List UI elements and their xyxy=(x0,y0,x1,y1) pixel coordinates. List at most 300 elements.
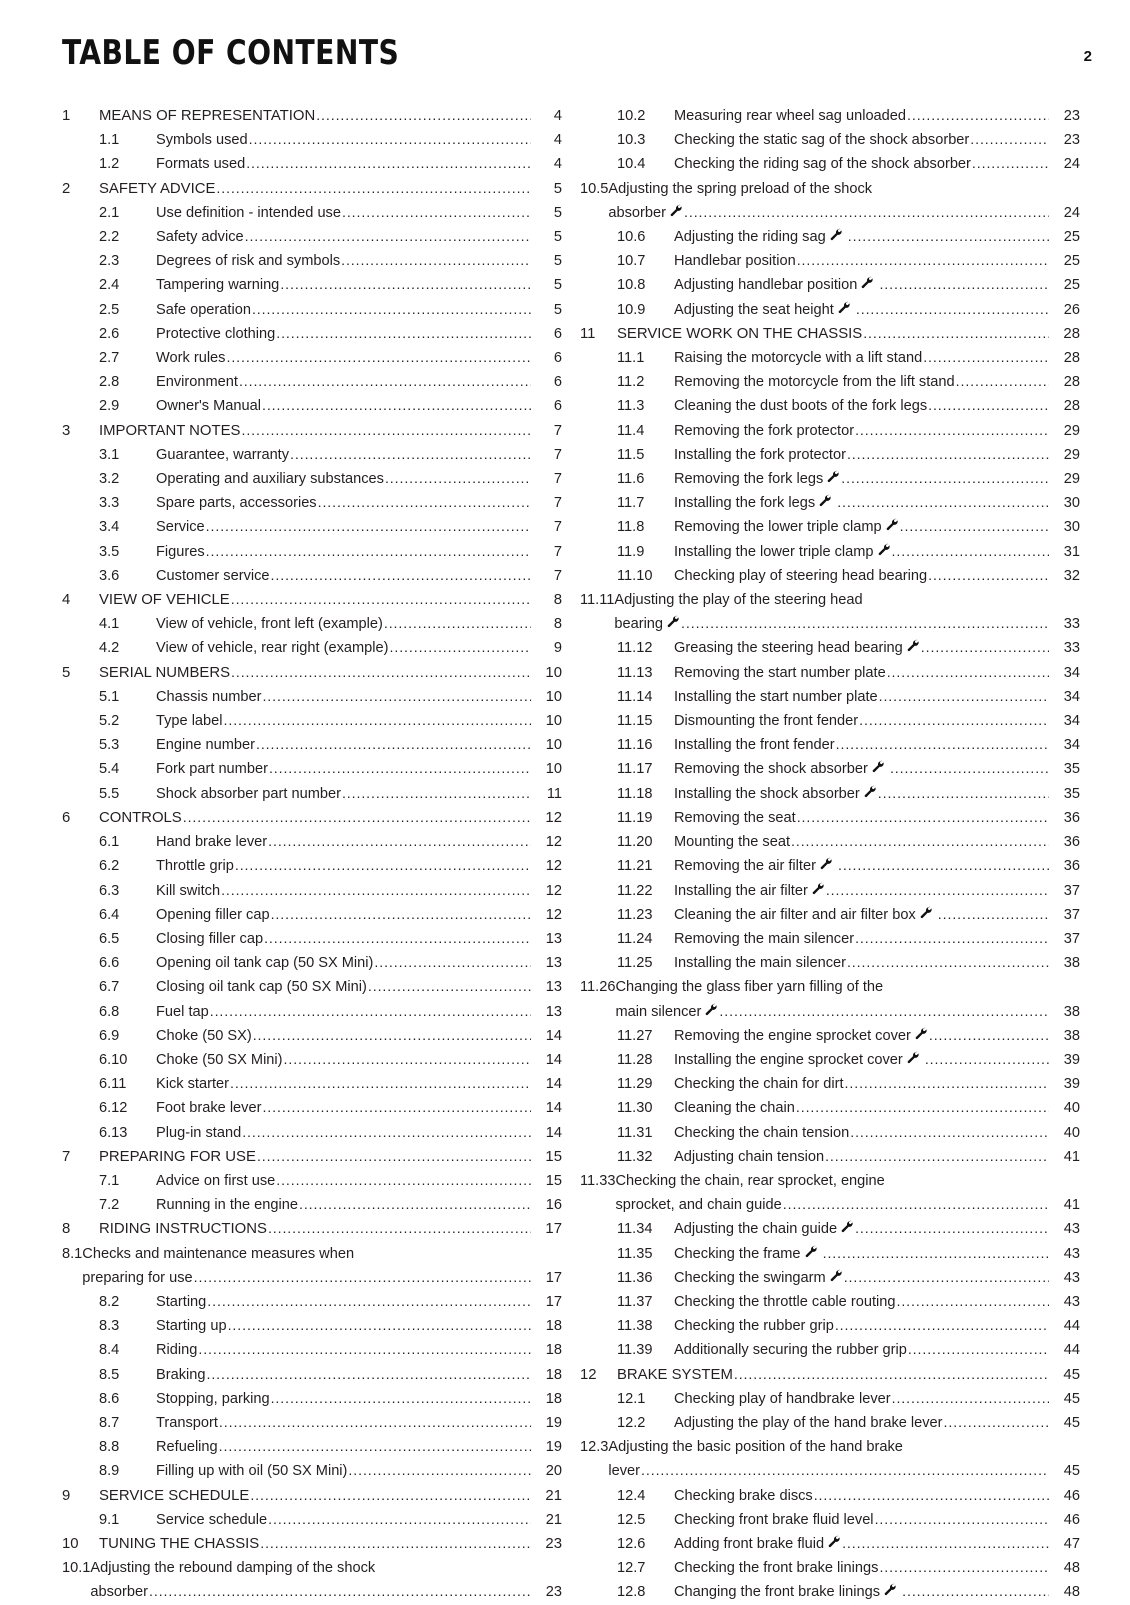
entry-label: Symbols used xyxy=(156,132,248,149)
toc-entry[interactable] xyxy=(62,1000,562,1024)
entry-number: 11.2 xyxy=(617,374,645,391)
toc-entry[interactable] xyxy=(62,540,562,564)
spacer xyxy=(843,225,847,249)
entry-number: 8.8 xyxy=(99,1439,120,1456)
entry-number: 12.6 xyxy=(617,1535,646,1552)
entry-number: 6.7 xyxy=(99,979,120,996)
entry-number: 11.4 xyxy=(617,422,645,439)
toc-entry[interactable] xyxy=(62,757,562,781)
spacer xyxy=(874,273,878,297)
toc-entry[interactable] xyxy=(580,128,1080,152)
entry-page-number: 11 xyxy=(546,785,562,802)
entry-number: 12.2 xyxy=(617,1414,646,1431)
toc-entry[interactable] xyxy=(62,927,562,951)
entry-label: Opening filler cap xyxy=(156,906,270,923)
toc-entry[interactable] xyxy=(580,951,1080,975)
entry-number: 10.4 xyxy=(617,156,646,173)
entry-label: Removing the fork legs xyxy=(674,471,824,488)
toc-entry[interactable] xyxy=(62,346,562,370)
toc-entry[interactable] xyxy=(580,1338,1080,1362)
entry-number: 2.5 xyxy=(99,301,120,318)
toc-entry[interactable] xyxy=(580,1072,1080,1096)
toc-entry[interactable] xyxy=(62,685,562,709)
entry-page-number: 17 xyxy=(545,1269,562,1286)
entry-page-number: 10 xyxy=(545,688,562,705)
toc-entry[interactable] xyxy=(580,1266,1080,1290)
entry-label: Filling up with oil (50 SX Mini) xyxy=(156,1463,348,1480)
entry-label: Installing the main silencer xyxy=(674,955,846,972)
toc-entry[interactable] xyxy=(62,564,562,588)
dot-leader xyxy=(256,733,531,757)
toc-entry[interactable] xyxy=(580,225,1080,249)
toc-entry[interactable] xyxy=(580,564,1080,588)
toc-entry[interactable] xyxy=(62,491,562,515)
toc-entry[interactable] xyxy=(62,370,562,394)
entry-body xyxy=(674,709,1080,733)
entry-number: 1 xyxy=(62,108,71,124)
toc-entry[interactable] xyxy=(580,661,1080,685)
toc-entry[interactable] xyxy=(580,443,1080,467)
entry-number: 11.3 xyxy=(617,398,645,415)
toc-entry[interactable] xyxy=(62,854,562,878)
dot-leader xyxy=(641,1459,1049,1483)
toc-entry[interactable] xyxy=(580,709,1080,733)
entry-label-continued: absorber xyxy=(608,204,667,221)
toc-entry[interactable] xyxy=(580,1048,1080,1072)
dot-leader xyxy=(268,830,531,854)
entry-body xyxy=(156,709,562,733)
page-title: TABLE OF CONTENTS xyxy=(62,33,400,73)
entry-body xyxy=(99,661,562,685)
entry-number: 12.8 xyxy=(617,1584,646,1601)
entry-page-number: 41 xyxy=(1063,1197,1080,1214)
toc-entry[interactable] xyxy=(580,370,1080,394)
dot-leader xyxy=(226,346,531,370)
page-number: 2 xyxy=(1083,48,1092,65)
entry-page-number: 38 xyxy=(1063,1003,1080,1020)
toc-entry[interactable] xyxy=(580,322,1080,346)
entry-label: Checking the swingarm xyxy=(674,1269,826,1286)
toc-entry[interactable] xyxy=(580,782,1080,806)
entry-body xyxy=(156,1000,562,1024)
entry-page-number: 19 xyxy=(545,1439,562,1456)
entry-page-number: 15 xyxy=(545,1148,562,1165)
entry-number: 11.6 xyxy=(617,471,645,488)
dot-leader xyxy=(797,806,1049,830)
entry-page-number: 12 xyxy=(545,906,562,923)
entry-page-number: 36 xyxy=(1063,858,1080,875)
entry-page-number: 44 xyxy=(1063,1342,1080,1359)
entry-page-number: 34 xyxy=(1063,664,1080,681)
entry-number: 11.21 xyxy=(617,858,653,875)
toc-entry[interactable] xyxy=(580,1411,1080,1435)
toc-entry[interactable] xyxy=(580,685,1080,709)
entry-number: 3.4 xyxy=(99,519,120,536)
dot-leader xyxy=(797,249,1049,273)
toc-entry[interactable] xyxy=(62,177,562,201)
entry-page-number: 25 xyxy=(1063,229,1080,246)
dot-leader xyxy=(231,588,531,612)
toc-entry[interactable] xyxy=(62,636,562,660)
dot-leader xyxy=(928,394,1049,418)
toc-entry[interactable] xyxy=(62,467,562,491)
entry-body xyxy=(608,1435,1080,1459)
toc-entry[interactable] xyxy=(580,1096,1080,1120)
toc-entry[interactable] xyxy=(62,903,562,927)
dot-leader xyxy=(890,757,1049,781)
toc-entry[interactable] xyxy=(62,515,562,539)
toc-entry[interactable] xyxy=(62,1096,562,1120)
entry-body xyxy=(674,540,1080,564)
toc-entry[interactable] xyxy=(580,1314,1080,1338)
dot-leader xyxy=(859,709,1049,733)
toc-entry[interactable] xyxy=(62,1459,562,1483)
entry-body xyxy=(156,1387,562,1411)
toc-entry[interactable] xyxy=(580,419,1080,443)
toc-entry[interactable] xyxy=(580,927,1080,951)
entry-number: 11.22 xyxy=(617,882,653,899)
entry-label: Installing the start number plate xyxy=(674,688,878,705)
dot-leader xyxy=(734,1363,1049,1387)
toc-entry[interactable] xyxy=(580,1556,1080,1580)
entry-label: Greasing the steering head bearing xyxy=(674,640,903,657)
entry-number: 11.10 xyxy=(617,567,653,584)
toc-entry[interactable] xyxy=(62,1193,562,1217)
toc-entry[interactable] xyxy=(580,394,1080,418)
toc-entry[interactable] xyxy=(62,879,562,903)
entry-page-number: 13 xyxy=(545,1003,562,1020)
toc-entry[interactable] xyxy=(580,104,1080,128)
toc-entry[interactable] xyxy=(580,1532,1080,1556)
spacer xyxy=(897,1580,901,1604)
toc-entry[interactable] xyxy=(580,854,1080,878)
entry-label: Removing the seat xyxy=(674,809,796,826)
entry-label: Checking the throttle cable routing xyxy=(674,1293,896,1310)
toc-entry[interactable] xyxy=(580,733,1080,757)
entry-number: 6.11 xyxy=(99,1076,127,1093)
dot-leader xyxy=(341,249,531,273)
toc-entry[interactable] xyxy=(62,128,562,152)
entry-body xyxy=(674,564,1080,588)
dot-leader xyxy=(257,1145,531,1169)
entry-body xyxy=(674,951,1080,975)
entry-number: 7 xyxy=(62,1148,71,1165)
dot-leader xyxy=(719,1000,1049,1024)
entry-page-number: 6 xyxy=(553,350,562,367)
entry-body xyxy=(156,1290,562,1314)
entry-page-number: 45 xyxy=(1063,1366,1080,1383)
entry-label: Checking the front brake linings xyxy=(674,1560,879,1577)
entry-body xyxy=(156,1048,562,1072)
entry-number: 11.24 xyxy=(617,930,653,947)
toc-entry[interactable] xyxy=(580,1290,1080,1314)
dot-leader xyxy=(210,1000,531,1024)
entry-number: 1.1 xyxy=(99,132,120,149)
toc-entry[interactable] xyxy=(580,1121,1080,1145)
toc-entry[interactable] xyxy=(62,1072,562,1096)
entry-page-number: 13 xyxy=(545,979,562,996)
toc-entry[interactable] xyxy=(62,419,562,443)
entry-label: Adjusting the play of the steering head xyxy=(614,592,863,609)
entry-page-number: 18 xyxy=(545,1318,562,1335)
entry-label: Removing the air filter xyxy=(674,858,816,875)
toc-entry[interactable] xyxy=(580,1242,1080,1266)
toc-entry[interactable] xyxy=(62,1484,562,1508)
toc-entry[interactable] xyxy=(580,249,1080,273)
toc-entry[interactable] xyxy=(62,249,562,273)
entry-number: 6 xyxy=(62,809,71,826)
toc-entry[interactable] xyxy=(62,322,562,346)
toc-entry[interactable] xyxy=(580,1435,1080,1483)
entry-page-number: 40 xyxy=(1063,1124,1080,1141)
toc-entry[interactable] xyxy=(580,298,1080,322)
toc-entry[interactable] xyxy=(62,661,562,685)
toc-entry[interactable] xyxy=(580,830,1080,854)
dot-leader xyxy=(855,927,1049,951)
entry-number: 11.9 xyxy=(617,543,645,560)
entry-body xyxy=(674,661,1080,685)
entry-label: Adjusting chain tension xyxy=(674,1148,825,1165)
wrench-icon xyxy=(811,882,824,895)
entry-page-number: 20 xyxy=(545,1463,562,1480)
entry-page-number: 34 xyxy=(1063,688,1080,705)
toc-entry[interactable] xyxy=(580,636,1080,660)
spacer xyxy=(920,1048,924,1072)
entry-number: 7.2 xyxy=(99,1197,120,1214)
entry-label: RIDING INSTRUCTIONS xyxy=(99,1221,267,1238)
entry-page-number: 14 xyxy=(545,1051,562,1068)
toc-entry[interactable] xyxy=(580,806,1080,830)
entry-label: Adjusting the seat height xyxy=(674,301,834,318)
wrench-icon xyxy=(883,1583,896,1596)
entry-number: 11.7 xyxy=(617,495,645,512)
toc-entry[interactable] xyxy=(62,273,562,297)
toc-entry[interactable] xyxy=(62,1411,562,1435)
toc-entry[interactable] xyxy=(62,1556,562,1604)
dot-leader xyxy=(944,1411,1049,1435)
toc-entry[interactable] xyxy=(580,273,1080,297)
toc-entry[interactable] xyxy=(62,152,562,176)
dot-leader xyxy=(902,1580,1049,1604)
toc-entry[interactable] xyxy=(62,394,562,418)
toc-entry[interactable] xyxy=(62,104,562,128)
entry-label: Starting xyxy=(156,1293,207,1310)
toc-entry[interactable] xyxy=(580,1363,1080,1387)
entry-body xyxy=(674,249,1080,273)
toc-entry[interactable] xyxy=(62,1338,562,1362)
entry-page-number: 40 xyxy=(1063,1100,1080,1117)
entry-number: 6.2 xyxy=(99,858,120,875)
entry-label: Checking the chain, rear sprocket, engine xyxy=(615,1172,885,1189)
toc-entry[interactable] xyxy=(62,443,562,467)
toc-entry[interactable] xyxy=(580,177,1080,225)
entry-number: 11.17 xyxy=(617,761,653,778)
entry-label: Installing the air filter xyxy=(674,882,808,899)
toc-entry[interactable] xyxy=(580,757,1080,781)
entry-page-number: 31 xyxy=(1063,543,1080,560)
dot-leader xyxy=(228,1314,531,1338)
entry-number: 2.1 xyxy=(99,204,120,221)
entry-number: 11.35 xyxy=(617,1245,653,1262)
entry-label: Adjusting the play of the hand brake lever xyxy=(674,1414,943,1431)
toc-entry[interactable] xyxy=(580,1387,1080,1411)
entry-number: 10.8 xyxy=(617,277,646,294)
entry-number: 10.2 xyxy=(617,108,646,124)
entry-number: 11 xyxy=(580,325,596,342)
dot-leader xyxy=(825,1145,1049,1169)
toc-entry[interactable] xyxy=(62,1048,562,1072)
dot-leader xyxy=(390,636,531,660)
dot-leader xyxy=(183,806,531,830)
dot-leader xyxy=(290,443,531,467)
toc-entry[interactable] xyxy=(62,225,562,249)
toc-entry[interactable] xyxy=(62,1314,562,1338)
toc-entry[interactable] xyxy=(580,588,1080,636)
entry-page-number: 23 xyxy=(545,1535,562,1552)
entry-number: 10.1 xyxy=(62,1560,91,1577)
dot-leader xyxy=(316,104,531,128)
entry-label: Checking play of steering head bearing xyxy=(674,567,928,584)
entry-body xyxy=(156,346,562,370)
page-header xyxy=(62,34,1092,92)
toc-entry[interactable] xyxy=(580,1169,1080,1217)
spacer xyxy=(885,757,889,781)
toc-entry[interactable] xyxy=(580,1484,1080,1508)
entry-label: Chassis number xyxy=(156,688,262,705)
toc-entry[interactable] xyxy=(62,1242,562,1290)
toc-entry[interactable] xyxy=(62,1435,562,1459)
entry-page-number: 5 xyxy=(553,301,562,318)
entry-label: IMPORTANT NOTES xyxy=(99,422,241,439)
entry-body xyxy=(674,806,1080,830)
entry-number: 11.32 xyxy=(617,1148,653,1165)
toc-entry[interactable] xyxy=(62,830,562,854)
entry-body xyxy=(674,733,1080,757)
toc-entry[interactable] xyxy=(580,975,1080,1023)
entry-label: Removing the engine sprocket cover xyxy=(674,1027,911,1044)
entry-body xyxy=(674,757,1080,781)
dot-leader xyxy=(938,903,1049,927)
toc-entry[interactable] xyxy=(62,806,562,830)
entry-label: BRAKE SYSTEM xyxy=(617,1366,733,1383)
toc-entry[interactable] xyxy=(62,612,562,636)
entry-label: Environment xyxy=(156,374,238,391)
toc-entry[interactable] xyxy=(62,201,562,225)
entry-label: Removing the start number plate xyxy=(674,664,886,681)
dot-leader xyxy=(842,1532,1049,1556)
toc-entry[interactable] xyxy=(62,975,562,999)
toc-entry[interactable] xyxy=(62,1145,562,1169)
entry-label: Safety advice xyxy=(156,229,244,246)
entry-page-number: 43 xyxy=(1063,1245,1080,1262)
toc-entry[interactable] xyxy=(62,1024,562,1048)
dot-leader xyxy=(242,1121,531,1145)
toc-entry[interactable] xyxy=(62,1217,562,1241)
entry-page-number: 12 xyxy=(545,858,562,875)
toc-entry[interactable] xyxy=(580,152,1080,176)
entry-body xyxy=(156,636,562,660)
toc-entry[interactable] xyxy=(62,1387,562,1411)
wrench-icon xyxy=(860,276,873,289)
toc-entry[interactable] xyxy=(62,709,562,733)
toc-entry[interactable] xyxy=(62,1121,562,1145)
entry-body xyxy=(156,1314,562,1338)
entry-label: Operating and auxiliary substances xyxy=(156,471,384,488)
toc-entry[interactable] xyxy=(62,951,562,975)
toc-entry[interactable] xyxy=(580,515,1080,539)
dot-leader xyxy=(783,1193,1049,1217)
toc-entry[interactable] xyxy=(580,1508,1080,1532)
toc-entry[interactable] xyxy=(580,903,1080,927)
entry-label: Raising the motorcycle with a lift stand xyxy=(674,350,923,367)
entry-page-number: 38 xyxy=(1063,955,1080,972)
entry-body xyxy=(674,1048,1080,1072)
entry-label: Checking the static sag of the shock absorber xyxy=(674,132,970,149)
entry-body xyxy=(156,733,562,757)
entry-number: 8.2 xyxy=(99,1293,120,1310)
dot-leader xyxy=(250,1484,531,1508)
entry-label: Engine number xyxy=(156,737,255,754)
entry-page-number: 39 xyxy=(1063,1076,1080,1093)
entry-number: 3.1 xyxy=(99,446,120,463)
toc-entry[interactable] xyxy=(62,733,562,757)
toc-entry[interactable] xyxy=(580,1024,1080,1048)
entry-page-number: 21 xyxy=(545,1487,562,1504)
entry-number: 5.4 xyxy=(99,761,120,778)
toc-entry[interactable] xyxy=(62,1508,562,1532)
wrench-icon xyxy=(919,906,932,919)
toc-entry[interactable] xyxy=(62,298,562,322)
entry-label: Dismounting the front fender xyxy=(674,713,859,730)
toc-entry[interactable] xyxy=(580,491,1080,515)
entry-page-number: 41 xyxy=(1063,1148,1080,1165)
toc-entry[interactable] xyxy=(62,1532,562,1556)
toc-entry[interactable] xyxy=(580,346,1080,370)
toc-entry[interactable] xyxy=(580,1580,1080,1604)
entry-label: Customer service xyxy=(156,567,270,584)
entry-body xyxy=(156,225,562,249)
toc-entry[interactable] xyxy=(62,782,562,806)
dot-leader xyxy=(929,1024,1049,1048)
toc-entry[interactable] xyxy=(580,540,1080,564)
entry-body xyxy=(674,273,1080,297)
toc-entry[interactable] xyxy=(62,1169,562,1193)
toc-entry[interactable] xyxy=(62,588,562,612)
dot-leader xyxy=(855,1217,1049,1241)
entry-body xyxy=(99,104,562,128)
toc-entry[interactable] xyxy=(580,1217,1080,1241)
dot-leader xyxy=(836,733,1049,757)
entry-label: Cleaning the air filter and air filter box xyxy=(674,906,916,923)
toc-entry[interactable] xyxy=(62,1363,562,1387)
entry-body xyxy=(156,1121,562,1145)
entry-number: 11.28 xyxy=(617,1051,653,1068)
toc-entry[interactable] xyxy=(580,879,1080,903)
entry-number: 8.4 xyxy=(99,1342,120,1359)
entry-label: Closing oil tank cap (50 SX Mini) xyxy=(156,979,367,996)
wrench-icon xyxy=(871,760,884,773)
dot-leader xyxy=(856,298,1049,322)
toc-entry[interactable] xyxy=(580,1145,1080,1169)
toc-entry[interactable] xyxy=(580,467,1080,491)
entry-number: 10.7 xyxy=(617,253,646,270)
entry-label: Adding front brake fluid xyxy=(674,1535,825,1552)
dot-leader xyxy=(844,1266,1049,1290)
dot-leader xyxy=(879,1556,1049,1580)
entry-body xyxy=(156,1459,562,1483)
toc-entry[interactable] xyxy=(62,1290,562,1314)
entry-label: Changing the glass fiber yarn filling of the xyxy=(615,979,884,996)
